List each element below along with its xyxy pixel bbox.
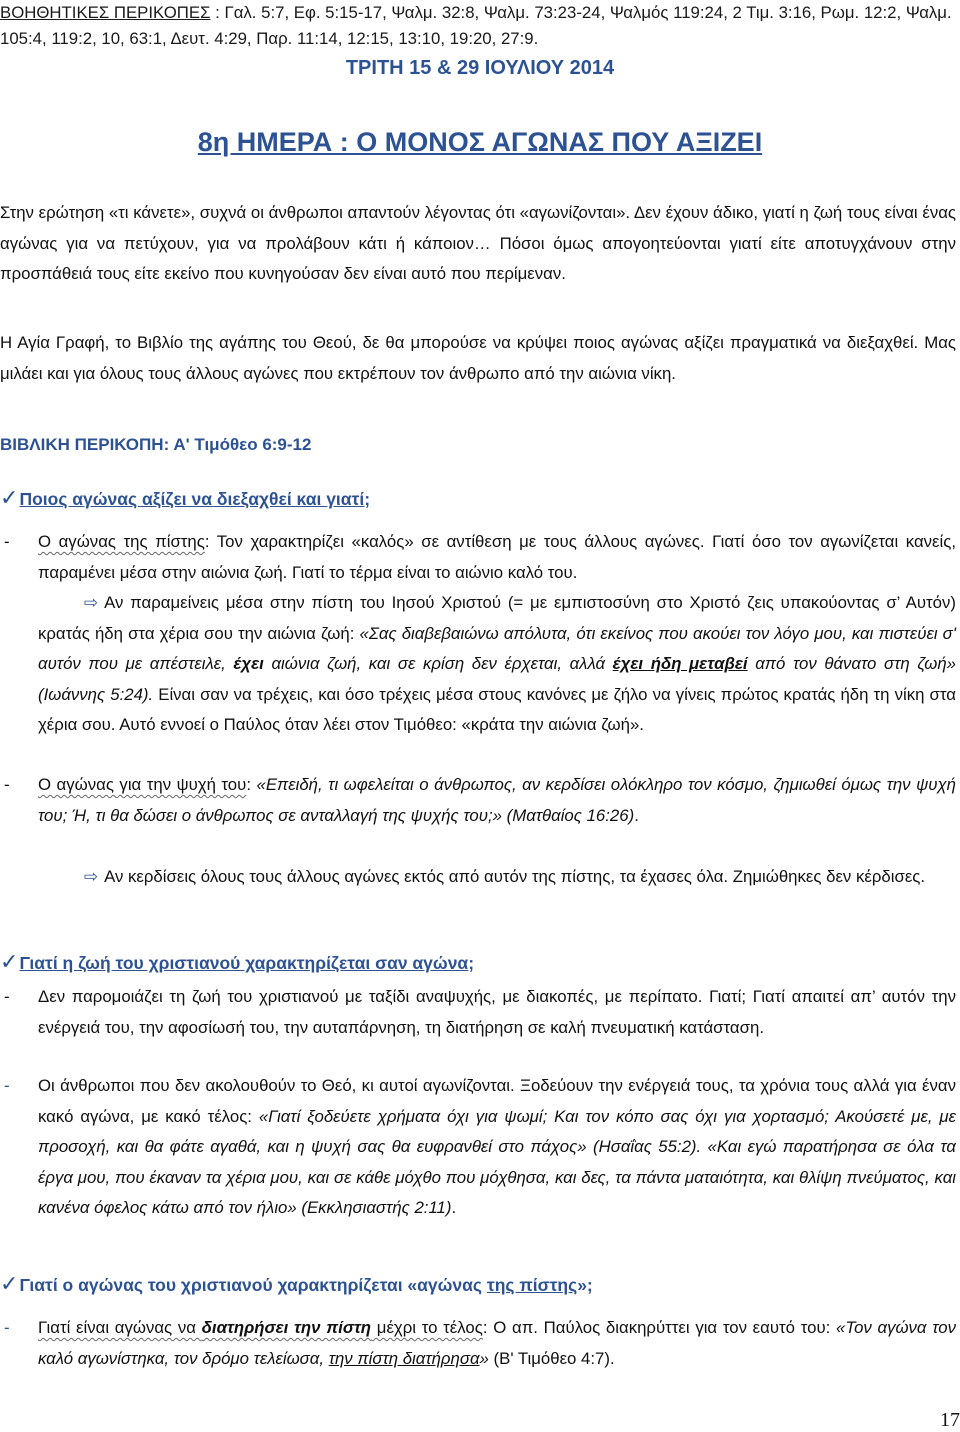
list-dash: - [4, 775, 10, 794]
section-1-heading [0, 483, 370, 514]
item-quote-3: » [479, 1348, 489, 1368]
section-2-heading-text: Γιατί η ζωή του χριστιανού χαρακτηρίζεται σαν αγώνα; [19, 953, 475, 973]
item-lead-1: Γιατί είναι αγώνας να [38, 1318, 202, 1337]
checkmark-icon: ✓ [0, 1271, 19, 1296]
item-end: . [634, 805, 639, 825]
item-lead-2: διατηρήσει την πίστη [201, 1318, 372, 1337]
arrow-right-icon: ⇨ [84, 867, 99, 886]
quote-bold-1: έχει [233, 654, 264, 673]
checkmark-icon: ✓ [0, 485, 19, 510]
item-end: . [451, 1198, 457, 1217]
list-dash: - [4, 1076, 10, 1095]
section-3-heading-text-b: »; [577, 1275, 593, 1295]
item-text: Δεν παρομοιάζει τη ζωή του χριστιανού με ταξίδι αναψυχής, με διακοπές, με περίπατο. Γιατί; Γιατί απαιτεί απ’ αυτόν την ενέργειά του, την αφοσίωσή του, την αυταπάρνηση, τη διατήρηση σε καλή πνευματική κατάσταση. [38, 987, 956, 1037]
checkmark-icon: ✓ [0, 949, 19, 974]
list-dash: - [4, 1318, 10, 1337]
page-number: 17 [940, 1409, 960, 1431]
item-text: : Ο απ. Παύλος διακηρύττει για τον εαυτό του: [482, 1318, 837, 1337]
list-dash: - [4, 987, 10, 1006]
supporting-passages-list: : Γαλ. 5:7, Εφ. 5:15-17, Ψαλμ. 32:8, Ψαλμ. 73:23-24, Ψαλμός 119:24, 2 Τιμ. 3:16, Ρωμ. 12:2, Ψαλμ. 105:4, 119:2, 10, 63:1, Δευτ. 4:29, Παρ. 11:14, 12:15, 13:10, 19:20, 27:9. [0, 3, 952, 48]
item-text: : Τον χαρακτηρίζει «καλός» σε αντίθεση με τους άλλους αγώνες. Γιατί όσο τον αγωνίζεται κανείς, παραμένει μέσα στην αιώνια ζωή. Γιατί το τέρμα είναι το αιώνιο καλό του. [38, 532, 957, 582]
section-2-item-1 [0, 982, 956, 1043]
sub-text: Αν κερδίσεις όλους τους άλλους αγώνες εκτός από αυτόν της πίστης, τα έχασες όλα. Ζημιώθηκες δεν κέρδισες. [104, 867, 926, 886]
section-1-sub-2 [38, 862, 956, 893]
item-quote-1: «Τον αγώνα τον καλό αγωνίστηκα, τον δρόμο τελείωσα, [38, 1318, 956, 1368]
section-1-item-1 [0, 527, 956, 588]
section-3-heading [0, 1269, 593, 1300]
item-lead: Ο αγώνας της πίστης [38, 532, 205, 551]
quote-part-3: από τον θάνατο στη ζωή» (Ιωάννης 5:24). [38, 654, 956, 704]
bible-passage-heading: ΒΙΒΛΙΚΗ ΠΕΡΙΚΟΠΗ: Α' Τιμόθεο 6:9-12 [0, 435, 312, 454]
section-2-item-2 [0, 1071, 956, 1224]
item-ref: (Β' Τιμόθεο 4:7). [488, 1348, 615, 1368]
item-lead-3: μέχρι το τέλος [371, 1318, 483, 1337]
item-text: Οι άνθρωποι που δεν ακολουθούν το Θεό, κι αυτοί αγωνίζονται. Ξοδεύουν την ενέργειά τους, τα χρόνια τους αλλά για έναν κακό αγώνα, με κακό τέλος: [38, 1076, 956, 1126]
item-sep: : [246, 775, 257, 794]
arrow-right-icon: ⇨ [84, 593, 99, 612]
list-dash: - [4, 532, 10, 551]
sub-text-2: Είναι σαν να τρέχεις, και όσο τρέχεις μέσα στους κανόνες με ζήλο να γίνεις πρώτος κρατάς ήδη τη νίκη στα χέρια σου. Αυτό εννοεί ο Παύλος όταν λέει στον Τιμόθεο: «κράτα την αιώνια ζωή». [38, 684, 956, 734]
section-3-heading-text-u: της πίστης [486, 1275, 578, 1295]
supporting-passages [0, 0, 958, 52]
intro-paragraph-1: Στην ερώτηση «τι κάνετε», συχνά οι άνθρωποι απαντούν λέγοντας ότι «αγωνίζονται». Δεν έχουν άδικο, γιατί η ζωή τους είναι ένας αγώνας για να πετύχουν, για να προλάβουν κάτι ή κάποιον… Πόσοι όμως απογοητεύονται γιατί είτε αποτυγχάνουν στην προσπάθειά τους είτε εκείνο που κυνηγούσαν δεν είναι αυτό που περίμεναν. [0, 203, 956, 283]
section-3-heading-text-a: Γιατί ο αγώνας του χριστιανού χαρακτηρίζεται «αγώνας [19, 1275, 487, 1295]
lesson-date: ΤΡΙΤΗ 15 & 29 ΙΟΥΛΙΟΥ 2014 [345, 57, 615, 79]
section-2-heading [0, 947, 474, 978]
item-quote-2: την πίστη διατήρησα [328, 1348, 480, 1368]
sub-text-1: Αν παραμείνεις μέσα στην πίστη του Ιησού Χριστού (= με εμπιστοσύνη στο Χριστό ζεις υπακούοντας σ’ Αυτόν) κρατάς ήδη στα χέρια σου την αιώνια ζωή: [38, 593, 956, 643]
intro-paragraph-2: Η Αγία Γραφή, το Βιβλίο της αγάπης του Θεού, δε θα μπορούσε να κρύψει ποιος αγώνας αξίζει πραγματικά να διεξαχθεί. Μας μιλάει και για όλους τους άλλους αγώνες που εκτρέπουν τον άνθρωπο από την αιώνια νίκη. [0, 333, 956, 383]
section-1-heading-text: Ποιος αγώνας αξίζει να διεξαχθεί και γιατί; [19, 489, 371, 509]
item-quote: «Γιατί ξοδεύετε χρήματα όχι για ψωμί; Και τον κόπο σας όχι για χορτασμό; Ακούσετέ με, με προσοχή, και θα φάτε αγαθά, και η ψυχή σας θα ευφρανθεί στο πάχος» (Ησαΐας 55:2). «Και εγώ παρατήρησα σε όλα τα έργα μου, που έκαναν τα χέρια μου, και σε κάθε μόχθο που μόχθησα, και δες, τα πάντα ματαιότητα, και θλίψη πνεύματος, και κανένα όφελος κάτω από τον ήλιο» (Εκκλησιαστής 2:11) [38, 1106, 956, 1217]
supporting-passages-label: ΒΟΗΘΗΤΙΚΕΣ ΠΕΡΙΚΟΠΕΣ [0, 3, 211, 22]
quote-part-2: αιώνια ζωή, και σε κρίση δεν έρχεται, αλλά [263, 654, 613, 673]
section-3-item-1 [0, 1313, 956, 1374]
section-1-item-2 [0, 770, 956, 831]
quote-part-1: «Σας διαβεβαιώνω απόλυτα, ότι εκείνος που ακούει τον λόγο μου, και πιστεύει σ' αυτόν που με απέστειλε, [38, 623, 956, 673]
quote-bold-2: έχει ήδη μεταβεί [612, 654, 748, 673]
section-1-sub-1 [38, 588, 956, 741]
item-lead: Ο αγώνας για την ψυχή του [38, 775, 247, 794]
item-quote: «Επειδή, τι ωφελείται ο άνθρωπος, αν κερδίσει ολόκληρο τον κόσμο, ζημιωθεί όμως την ψυχή του; Ή, τι θα δώσει ο άνθρωπος σε ανταλλαγή της ψυχής του;» (Ματθαίος 16:26) [38, 775, 956, 825]
lesson-title: 8η ΗΜΕΡΑ : Ο ΜΟΝΟΣ ΑΓΩΝΑΣ ΠΟΥ ΑΞΙΖΕΙ [197, 127, 763, 157]
